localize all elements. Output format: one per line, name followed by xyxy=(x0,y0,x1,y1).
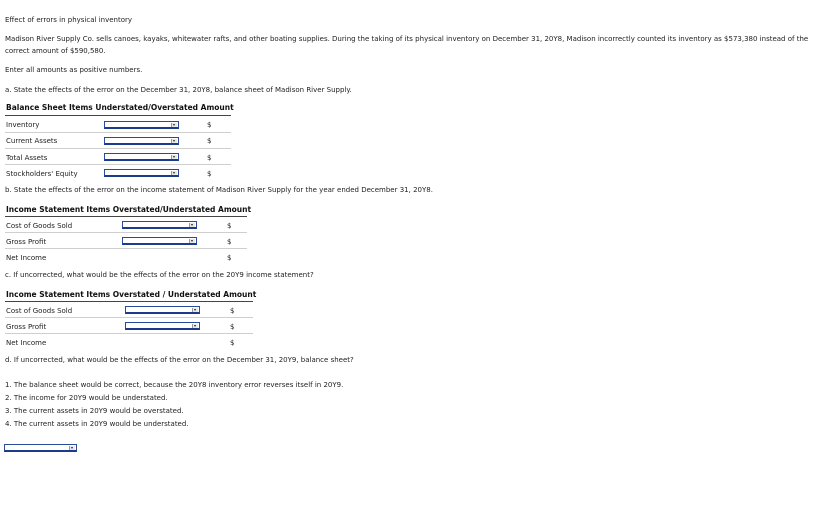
row-divider xyxy=(5,164,231,165)
part-a-current-assets-select[interactable] xyxy=(104,137,179,145)
part-a-current-assets-amount-input[interactable] xyxy=(214,137,248,147)
part-c-row-label: Cost of Goods Sold xyxy=(6,307,73,315)
part-a-stockholders-equity-amount-input[interactable] xyxy=(214,170,248,180)
part-a-row-label: Stockholders' Equity xyxy=(6,170,78,178)
currency-symbol: $ xyxy=(227,222,232,230)
part-c-row-label: Net Income xyxy=(6,339,47,347)
part-b-row-label: Net Income xyxy=(6,254,47,262)
chevron-down-icon xyxy=(189,223,195,227)
part-a-inventory-amount-input[interactable] xyxy=(214,121,248,131)
part-c-net-income-amount-input[interactable] xyxy=(237,339,271,349)
part-b-cogs-select[interactable] xyxy=(122,221,197,229)
chevron-down-icon xyxy=(192,308,198,312)
part-b-gross-profit-amount-input[interactable] xyxy=(234,238,268,248)
part-d-answer-select[interactable] xyxy=(4,444,77,452)
part-a-total-assets-amount-input[interactable] xyxy=(214,154,248,164)
part-d-option: 4. The current assets in 20Y9 would be understated. xyxy=(5,420,189,428)
row-divider xyxy=(5,333,253,334)
currency-symbol: $ xyxy=(230,339,235,347)
part-c-gross-profit-amount-input[interactable] xyxy=(237,323,271,333)
part-d-option: 3. The current assets in 20Y9 would be overstated. xyxy=(5,407,184,415)
part-c-table-header: Income Statement Items Overstated / Understated Amount xyxy=(6,290,257,299)
row-divider xyxy=(5,148,231,149)
row-divider xyxy=(5,232,247,233)
part-c-row-label: Gross Profit xyxy=(6,323,47,331)
part-b-cogs-amount-input[interactable] xyxy=(234,222,268,232)
part-c-gross-profit-select[interactable] xyxy=(125,322,200,330)
part-a-row-label: Inventory xyxy=(6,121,40,129)
instruction-text: Enter all amounts as positive numbers. xyxy=(5,66,143,74)
currency-symbol: $ xyxy=(207,154,212,162)
currency-symbol: $ xyxy=(207,137,212,145)
part-a-header-rule xyxy=(5,115,231,116)
chevron-down-icon xyxy=(171,139,177,143)
part-b-row-label: Gross Profit xyxy=(6,238,47,246)
row-divider xyxy=(5,317,253,318)
part-b-gross-profit-select[interactable] xyxy=(122,237,197,245)
page-title: Effect of errors in physical inventory xyxy=(5,16,133,24)
part-b-net-income-amount-input[interactable] xyxy=(234,254,268,264)
chevron-down-icon xyxy=(189,239,195,243)
chevron-down-icon xyxy=(69,446,75,450)
part-a-row-label: Total Assets xyxy=(6,154,48,162)
currency-symbol: $ xyxy=(207,121,212,129)
currency-symbol: $ xyxy=(230,307,235,315)
part-d-question: d. If uncorrected, what would be the effects of the error on the December 31, 20Y9, balance sheet? xyxy=(5,356,354,364)
part-c-header-rule xyxy=(5,301,253,302)
currency-symbol: $ xyxy=(227,254,232,262)
part-a-inventory-select[interactable] xyxy=(104,121,179,129)
part-b-question: b. State the effects of the error on the income statement of Madison River Supply for the year ended December 31, 20Y8. xyxy=(5,186,433,194)
currency-symbol: $ xyxy=(227,238,232,246)
part-a-question: a. State the effects of the error on the December 31, 20Y8, balance sheet of Madison River Supply. xyxy=(5,86,352,94)
part-b-table-header: Income Statement Items Overstated/Understated Amount xyxy=(6,205,252,214)
row-divider xyxy=(5,132,231,133)
part-c-question: c. If uncorrected, what would be the effects of the error on the 20Y9 income statement? xyxy=(5,271,314,279)
chevron-down-icon xyxy=(171,171,177,175)
part-d-option: 1. The balance sheet would be correct, because the 20Y8 inventory error reverses itself in 20Y9. xyxy=(5,381,344,389)
chevron-down-icon xyxy=(192,324,198,328)
part-a-stockholders-equity-select[interactable] xyxy=(104,169,179,177)
part-a-row-label: Current Assets xyxy=(6,137,58,145)
row-divider xyxy=(5,248,247,249)
part-b-row-label: Cost of Goods Sold xyxy=(6,222,73,230)
part-c-cogs-amount-input[interactable] xyxy=(237,307,271,317)
intro-line-2: correct amount of $590,580. xyxy=(5,47,106,55)
part-d-option: 2. The income for 20Y9 would be understated. xyxy=(5,394,168,402)
chevron-down-icon xyxy=(171,123,177,127)
chevron-down-icon xyxy=(171,155,177,159)
part-a-total-assets-select[interactable] xyxy=(104,153,179,161)
currency-symbol: $ xyxy=(230,323,235,331)
part-c-cogs-select[interactable] xyxy=(125,306,200,314)
currency-symbol: $ xyxy=(207,170,212,178)
intro-line-1: Madison River Supply Co. sells canoes, kayaks, whitewater rafts, and other boating supplies. During the taking of its physical inventory on December 31, 20Y8, Madison incorrectly counted its inventory as $573,380 instead of the xyxy=(5,35,809,43)
part-a-table-header: Balance Sheet Items Understated/Overstated Amount xyxy=(6,103,234,112)
part-b-header-rule xyxy=(5,216,247,217)
